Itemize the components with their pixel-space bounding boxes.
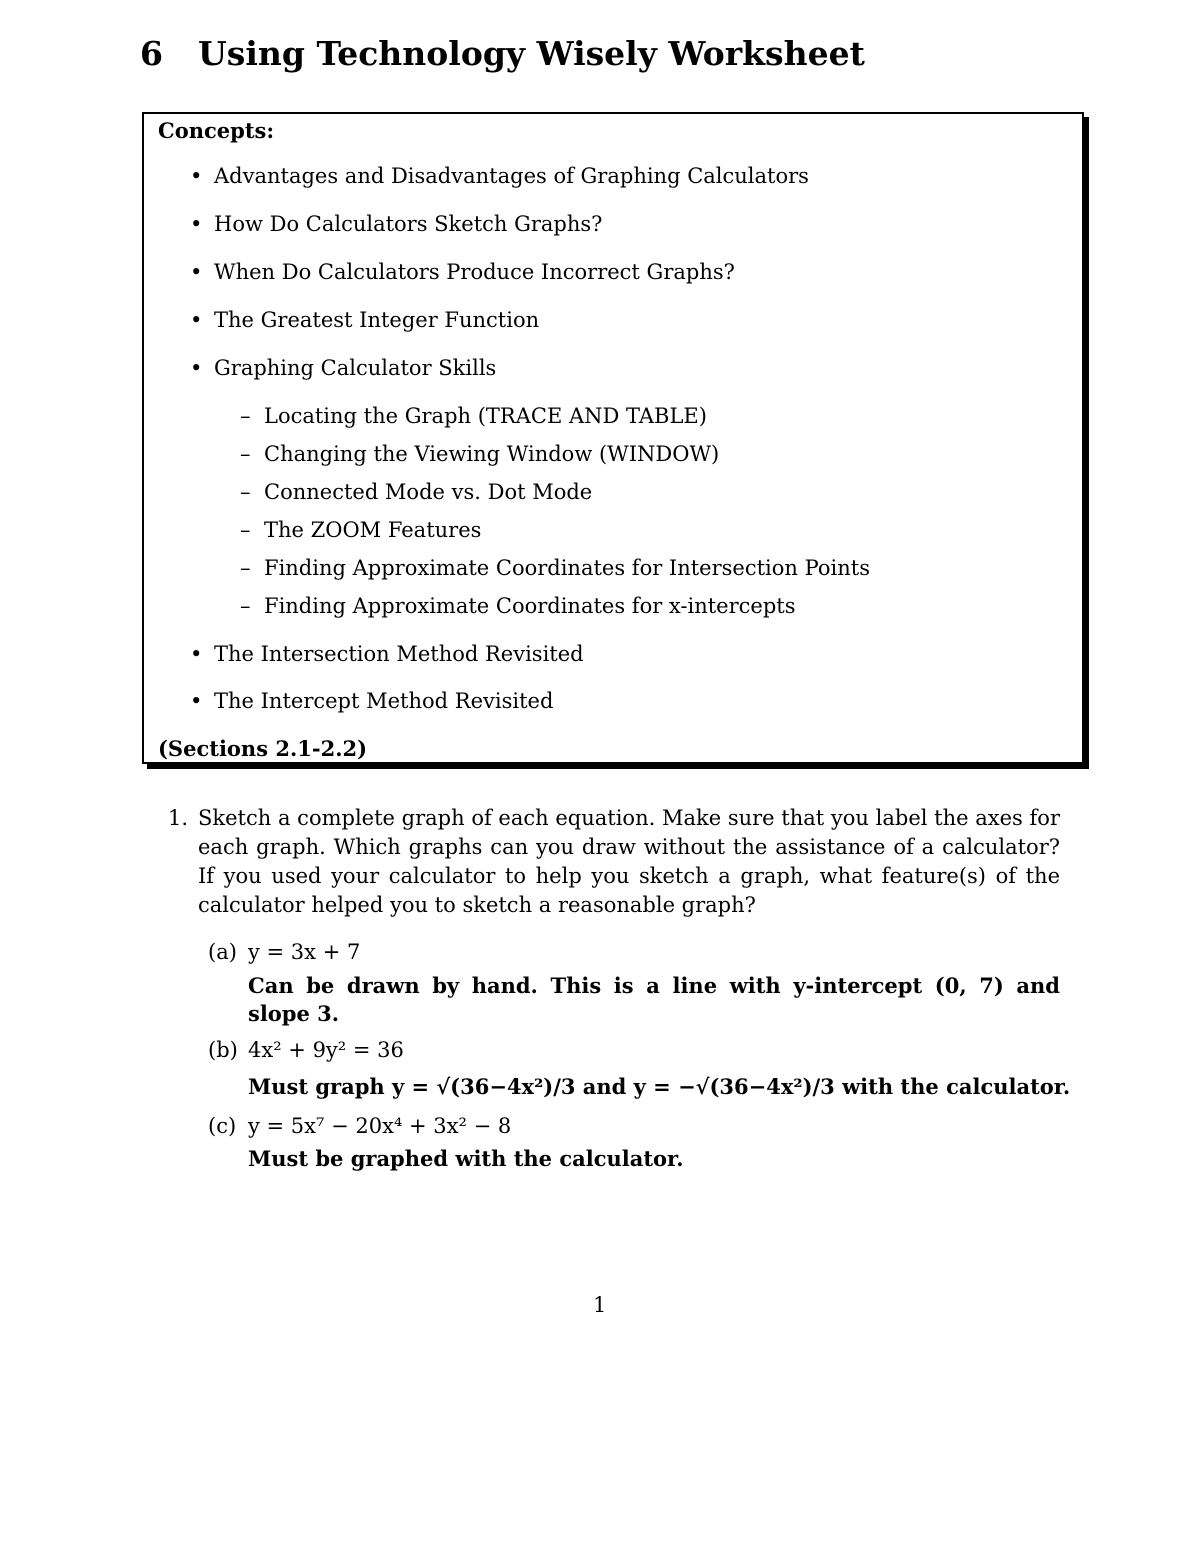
- concept-item: • Graphing Calculator Skills: [214, 356, 496, 380]
- concept-subitem: – Finding Approximate Coordinates for Intersection Points: [264, 556, 870, 580]
- concept-item: • How Do Calculators Sketch Graphs?: [214, 212, 602, 236]
- page-title: [140, 34, 865, 73]
- concept-item: • The Intersection Method Revisited: [214, 642, 584, 666]
- concept-subitem: – Changing the Viewing Window (WINDOW): [264, 442, 719, 466]
- page-number: 1: [593, 1293, 607, 1317]
- concept-item: • The Intercept Method Revisited: [214, 689, 553, 713]
- concepts-box: [142, 112, 1084, 764]
- concept-subitem: – The ZOOM Features: [264, 518, 481, 542]
- section-number: 6: [140, 34, 163, 73]
- title-text: Using Technology Wisely Worksheet: [198, 34, 865, 73]
- concept-item: • Advantages and Disadvantages of Graphing Calculators: [214, 164, 809, 188]
- part-answer: Can be drawn by hand. This is a line with y-intercept (0, 7) and slope 3.: [248, 973, 1060, 1026]
- question-number: 1.: [168, 806, 189, 830]
- concept-subitem: – Locating the Graph (TRACE AND TABLE): [264, 404, 707, 428]
- part-answer: Must be graphed with the calculator.: [248, 1146, 684, 1171]
- concept-item: • The Greatest Integer Function: [214, 308, 539, 332]
- part-equation: 4x² + 9y² = 36: [248, 1038, 404, 1062]
- part-equation: y = 5x⁷ − 20x⁴ + 3x² − 8: [248, 1114, 512, 1138]
- sections-reference: (Sections 2.1-2.2): [158, 736, 368, 761]
- concept-subitem: – Connected Mode vs. Dot Mode: [264, 480, 592, 504]
- part-equation: y = 3x + 7: [248, 940, 361, 964]
- concept-subitem: – Finding Approximate Coordinates for x-intercepts: [264, 594, 796, 618]
- part-label: (b): [208, 1038, 238, 1062]
- concept-item: • When Do Calculators Produce Incorrect Graphs?: [214, 260, 735, 284]
- question-text: Sketch a complete graph of each equation. Make sure that you label the axes for each graph. Which graphs can you draw without the assistance of a calculator? If you used your calculator to help you sketch a graph, what feature(s) of the calculator helped you to sketch a reasonable graph?: [198, 806, 1060, 917]
- concepts-heading: Concepts:: [158, 118, 275, 143]
- part-answer: Must graph y = √(36−4x²)/3 and y = −√(36−4x²)/3 with the calculator.: [248, 1074, 1071, 1099]
- part-label: (a): [208, 940, 237, 964]
- part-label: (c): [208, 1114, 237, 1138]
